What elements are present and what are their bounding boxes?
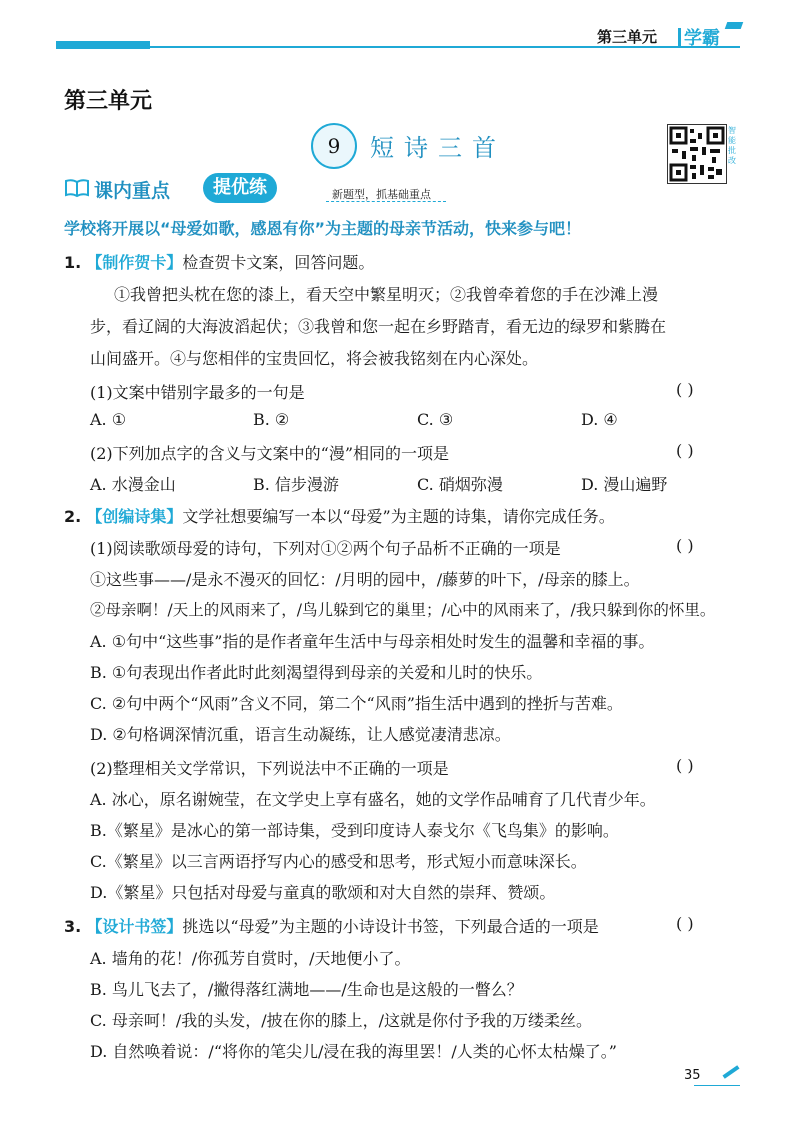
activity-intro: 学校将开展以“母爱如歌，感恩有你”为主题的母亲节活动，快来参与吧！: [64, 219, 582, 238]
q1-sub2-option[interactable]: C. 硝烟弥漫: [417, 475, 503, 494]
brand-divider: [678, 28, 681, 46]
q1-sub2-option[interactable]: A. 水漫金山: [90, 475, 176, 494]
page-number-underline: [694, 1085, 740, 1086]
answer-blank[interactable]: ( ): [676, 536, 694, 555]
q2-sub2-stem: (2)整理相关文学常识，下列说法中不正确的一项是: [90, 759, 449, 778]
q1-sub2-option[interactable]: B. 信步漫游: [253, 475, 339, 494]
q1-header: [64, 250, 374, 273]
q2-sub1-option[interactable]: D. ②句格调深情沉重，语言生动凝练，让人感觉凄清悲凉。: [90, 725, 511, 744]
q2-tag: 【创编诗集】: [86, 507, 183, 526]
q3-tag: 【设计书签】: [86, 917, 183, 936]
page-number: 35: [684, 1068, 701, 1083]
pencil-icon: [722, 1065, 739, 1079]
q1-passage-line: 山间盛开。④与您相伴的宝贵回忆，将会被我铭刻在内心深处。: [90, 349, 539, 368]
answer-blank[interactable]: ( ): [676, 441, 694, 460]
q1-sub1-stem: (1)文案中错别字最多的一句是: [90, 383, 305, 402]
q1-number: 1.: [64, 253, 82, 272]
lesson-title: 短诗三首: [370, 134, 506, 162]
unit-heading: 第三单元: [64, 89, 153, 114]
q2-poem-line: ②母亲啊！/天上的风雨来了，/鸟儿躲到它的巢里；/心中的风雨来了，/我只躲到你的怀里。: [90, 601, 716, 619]
q1-sub1-option[interactable]: A. ①: [90, 410, 127, 429]
q3-number: 3.: [64, 917, 82, 936]
q2-sub1-option[interactable]: C. ②句中两个“风雨”含义不同，第二个“风雨”指生活中遇到的挫折与苦难。: [90, 694, 623, 713]
q1-sub1-option[interactable]: C. ③: [417, 410, 454, 429]
q2-sub2-option[interactable]: D.《繁星》只包括对母爱与童真的歌颂和对大自然的崇拜、赞颂。: [90, 883, 556, 902]
q1-passage-line: 步，看辽阔的大海波滔起伏；③我曾和您一起在乡野踏青，看无边的绿罗和紫腾在: [90, 317, 667, 336]
section-title: 课内重点: [94, 180, 171, 202]
header-accent-bar: [56, 41, 150, 49]
q3-option[interactable]: B. 鸟儿飞去了，/撇得落红满地——/生命也是这般的一瞥么？: [90, 980, 523, 999]
q2-sub2-option[interactable]: A. 冰心，原名谢婉莹，在文学史上享有盛名，她的文学作品哺育了几代青少年。: [90, 790, 656, 809]
q3-option[interactable]: D. 自然唤着说：/“将你的笔尖儿/浸在我的海里罢！/人类的心怀太枯燥了。”: [90, 1042, 617, 1061]
q2-sub1-option[interactable]: B. ①句表现出作者此时此刻渴望得到母亲的关爱和儿时的快乐。: [90, 663, 543, 682]
section-underline: [326, 201, 446, 202]
section-subtitle: 新题型，抓基础重点: [332, 188, 431, 201]
answer-blank[interactable]: ( ): [676, 380, 694, 399]
q2-stem: 文学社想要编写一本以“母爱”为主题的诗集，请你完成任务。: [182, 507, 615, 526]
graduation-cap-icon: [725, 22, 744, 29]
q1-stem: 检查贺卡文案，回答问题。: [182, 253, 375, 272]
q3-header: [64, 914, 599, 937]
answer-blank[interactable]: ( ): [676, 914, 694, 933]
q2-poem-line: ①这些事——/是永不漫灭的回忆：/月明的园中，/藤萝的叶下，/母亲的膝上。: [90, 570, 640, 589]
header-unit-label: 第三单元: [597, 28, 658, 46]
q3-option[interactable]: C. 母亲呵！/我的头发，/披在你的膝上，/这就是你付予我的万缕柔丝。: [90, 1011, 593, 1030]
q1-sub2-stem: (2)下列加点字的含义与文案中的“漫”相同的一项是: [90, 444, 450, 463]
q1-sub1-option[interactable]: D. ④: [581, 410, 618, 429]
section-badge: 提优练: [203, 173, 277, 203]
q1-tag: 【制作贺卡】: [86, 253, 183, 272]
q2-sub1-option[interactable]: A. ①句中“这些事”指的是作者童年生活中与母亲相处时发生的温馨和幸福的事。: [90, 632, 655, 651]
qr-code-icon[interactable]: [667, 124, 727, 184]
q3-option[interactable]: A. 墙角的花！/你孤芳自赏时，/天地便小了。: [90, 949, 411, 968]
q1-sub1-option[interactable]: B. ②: [253, 410, 290, 429]
q1-sub2-option[interactable]: D. 漫山遍野: [581, 475, 668, 494]
q2-sub1-stem: (1)阅读歌颂母爱的诗句，下列对①②两个句子品析不正确的一项是: [90, 539, 561, 558]
q2-sub2-option[interactable]: C.《繁星》以三言两语抒写内心的感受和思考，形式短小而意味深长。: [90, 852, 587, 871]
q2-number: 2.: [64, 507, 82, 526]
q3-stem: 挑选以“母爱”为主题的小诗设计书签，下列最合适的一项是: [182, 917, 599, 936]
open-book-icon: [64, 178, 90, 198]
q1-passage-line: ①我曾把头枕在您的漆上，看天空中繁星明灭；②我曾牵着您的手在沙滩上漫: [114, 285, 659, 304]
q2-sub2-option[interactable]: B.《繁星》是冰心的第一部诗集，受到印度诗人泰戈尔《飞鸟集》的影响。: [90, 821, 619, 840]
answer-blank[interactable]: ( ): [676, 756, 694, 775]
lesson-number: 9: [311, 123, 357, 169]
qr-label: 智能批改: [728, 126, 736, 165]
brand-logo: 学霸: [684, 28, 720, 49]
q2-header: [64, 504, 615, 527]
